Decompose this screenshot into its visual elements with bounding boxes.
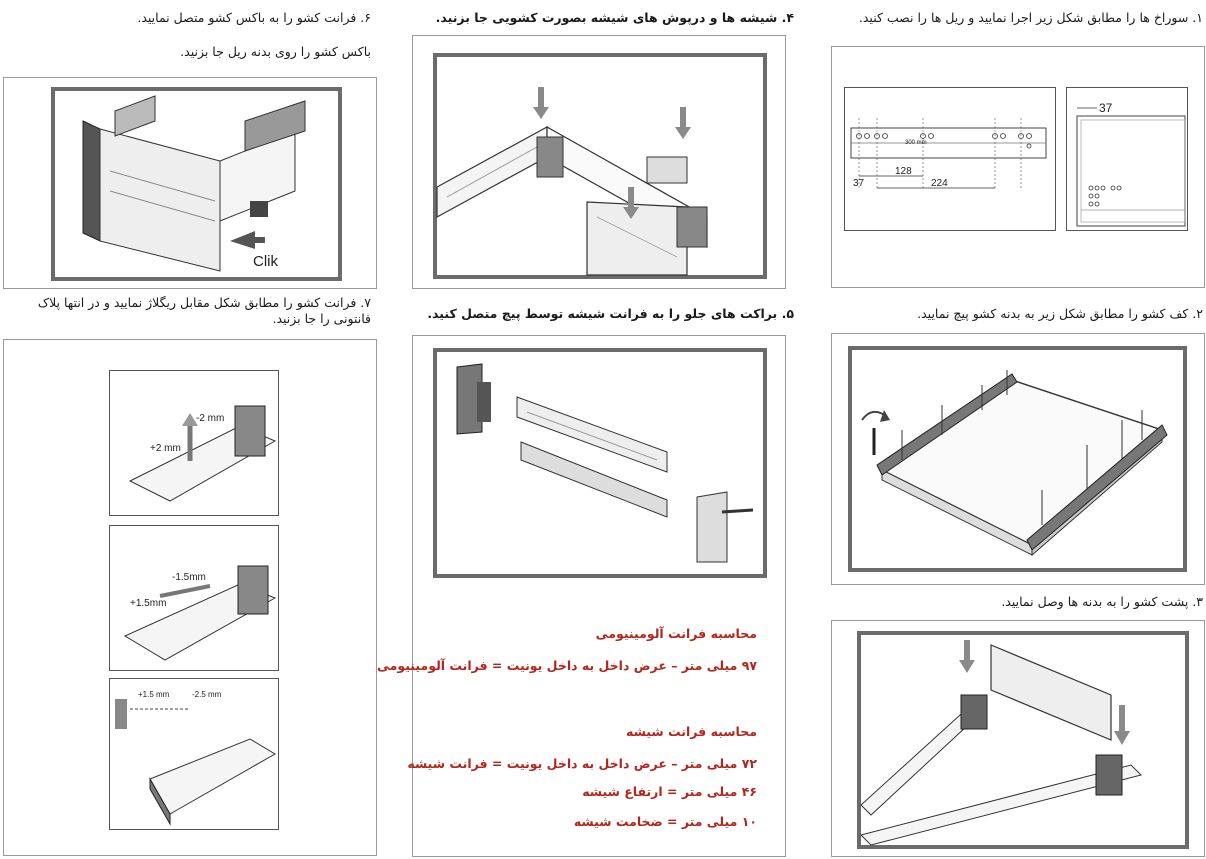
dim-37-left: 37: [853, 178, 865, 189]
back-panel-illustration: [857, 631, 1189, 849]
front-attach-illustration: [51, 87, 342, 281]
panel-step-5: [376, 335, 786, 857]
clik-label: Clik: [253, 253, 278, 270]
bracket-diagram: [437, 352, 763, 574]
step-2-title: ۲. کف کشو را مطابق شکل زیر به بدنه کشو پیچ نمایید.: [917, 306, 1203, 321]
calc-glass-title: محاسبه فرانت شیشه: [626, 724, 757, 739]
glass-insert-illustration: [433, 53, 767, 279]
panel-step-1: [831, 46, 1205, 288]
adjust-tilt-illustration: [109, 678, 279, 830]
rail-front-view: [1066, 87, 1188, 231]
step-3-title: ۳. پشت کشو را به بدنه ها وصل نمایید.: [1001, 594, 1203, 609]
adjust-height-illustration: [109, 370, 279, 516]
step-4-title: ۴. شیشه ها و درپوش های شیشه بصورت کشویی جا بزنید.: [435, 10, 794, 25]
dim-224: 224: [931, 178, 948, 189]
label-plus2: +2 mm: [150, 443, 181, 454]
step-1-title: ۱. سوراخ ها را مطابق شکل زیر اجرا نمایید و ریل ها را نصب کنید.: [858, 10, 1203, 25]
dim-128: 128: [895, 166, 912, 177]
adjust-side-illustration: [109, 525, 279, 671]
panel-step-4: [412, 35, 786, 289]
panel-step-2: [831, 333, 1205, 585]
bracket-illustration: [433, 348, 767, 578]
dim-37-top: 37: [1099, 101, 1113, 115]
step-7-title-line1: ۷. فرانت کشو را مطابق شکل مقابل ریگلاژ نمایید و در انتها پلاک: [37, 295, 371, 310]
step-7-title-line2: فانتونی را جا بزنید.: [272, 311, 371, 326]
glass-insert-diagram: [437, 57, 763, 275]
step-5-title: ۵. براکت های جلو را به فرانت شیشه توسط پیچ متصل کنید.: [427, 306, 794, 321]
adjust-height-diagram: [110, 371, 278, 515]
label-plus15-b: +1.5 mm: [138, 690, 170, 699]
back-panel-diagram: [861, 635, 1185, 845]
rail-side-view: [844, 87, 1056, 231]
calc-glass-height: ۴۶ میلی متر = ارتفاع شیشه: [582, 784, 757, 799]
adjust-side-diagram: [110, 526, 278, 670]
panel-step-7: [3, 339, 377, 856]
label-plus15: +1.5mm: [130, 598, 167, 609]
step-6-subtitle: باکس کشو را روی بدنه ریل جا بزنید.: [180, 44, 371, 59]
label-minus15: -1.5mm: [172, 572, 206, 583]
click-arrow: [230, 231, 265, 249]
calc-alu-formula: ۹۷ میلی متر – عرض داخل به داخل یونیت = فرانت آلومینیومی: [376, 658, 757, 673]
step-6-title: ۶. فرانت کشو را به باکس کشو متصل نمایید.: [137, 10, 371, 25]
rail-front-diagram: [1067, 88, 1187, 230]
rail-side-diagram: [845, 88, 1055, 230]
floor-screw-diagram: [852, 350, 1183, 568]
floor-screw-illustration: [848, 346, 1187, 572]
label-minus2: -2 mm: [196, 413, 225, 424]
calc-alu-title: محاسبه فرانت آلومینیومی: [595, 626, 757, 641]
front-attach-diagram: [55, 91, 338, 277]
dim-300: 300 mm: [905, 140, 927, 146]
calc-glass-formula: ۷۲ میلی متر – عرض داخل به داخل یونیت = فرانت شیشه: [407, 756, 757, 771]
label-minus25: -2.5 mm: [192, 690, 222, 699]
panel-step-6: [3, 77, 377, 289]
panel-step-3: [831, 620, 1205, 857]
calc-glass-thickness: ۱۰ میلی متر = ضخامت شیشه: [573, 814, 757, 829]
adjust-tilt-diagram: [110, 679, 278, 829]
